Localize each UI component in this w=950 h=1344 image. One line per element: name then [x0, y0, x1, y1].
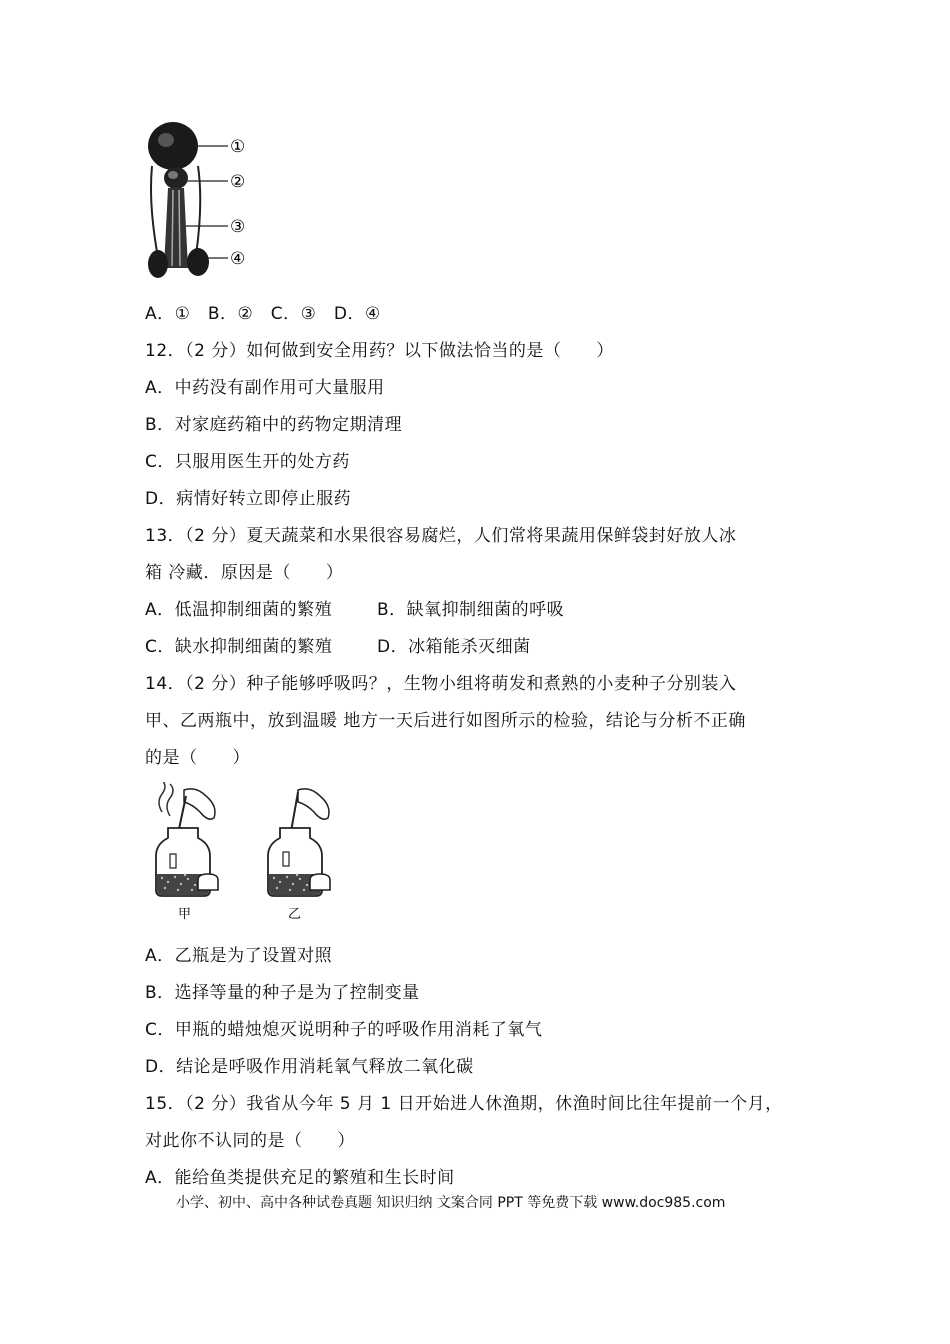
q12-option-c: C．只服用医生开的处方药 — [145, 452, 350, 472]
q14-option-d: D．结论是呼吸作用消耗氧气释放二氧化碳 — [145, 1057, 474, 1077]
q14-option-c: C．甲瓶的蜡烛熄灭说明种子的呼吸作用消耗了氧气 — [145, 1020, 543, 1040]
q14-stem-line-2: 甲、乙两瓶中，放到温暖 地方一天后进行如图所示的检验，结论与分析不正确 — [145, 711, 746, 731]
organ-label-4: ④ — [230, 249, 246, 269]
q13-option-b: B．缺氧抑制细菌的呼吸 — [377, 600, 565, 620]
q15-option-a: A．能给鱼类提供充足的繁殖和生长时间 — [145, 1168, 455, 1188]
organ-diagram-figure — [140, 118, 250, 280]
q15-stem-line-1: 15．（2 分）我省从今年 5 月 1 日开始进人休渔期，休渔时间比往年提前一个月， — [145, 1094, 783, 1114]
jar-yi-label: 乙 — [288, 907, 302, 922]
q14-option-b: B．选择等量的种子是为了控制变量 — [145, 983, 420, 1003]
organ-label-1: ① — [230, 137, 246, 157]
q15-stem-line-2: 对此你不认同的是（ ） — [145, 1131, 355, 1151]
q13-option-a: A．低温抑制细菌的繁殖 — [145, 600, 333, 620]
jar-jia-label: 甲 — [178, 907, 192, 922]
q13-option-d: D．冰箱能杀灭细菌 — [377, 637, 531, 657]
jar-yi — [268, 789, 330, 896]
q13-options-row-2 — [145, 636, 531, 658]
q11-options: A．① B．② C．③ D．④ — [145, 304, 381, 324]
organ-label-3: ③ — [230, 217, 246, 237]
page-footer: 小学、初中、高中各种试卷真题 知识归纳 文案合同 PPT 等免费下载 www.doc985.com — [176, 1195, 726, 1211]
organ-part-4 — [148, 250, 168, 278]
q13-stem-line-1: 13．（2 分）夏天蔬菜和水果很容易腐烂，人们常将果蔬用保鲜袋封好放人冰 — [145, 526, 737, 546]
q14-option-a: A．乙瓶是为了设置对照 — [145, 946, 333, 966]
organ-part-1 — [148, 122, 198, 170]
q12-option-b: B．对家庭药箱中的药物定期清理 — [145, 415, 403, 435]
organ-part-3 — [164, 188, 188, 268]
q14-stem-line-1: 14．（2 分）种子能够呼吸吗？，生物小组将萌发和煮熟的小麦种子分别装入 — [145, 674, 737, 694]
organ-label-2: ② — [230, 172, 246, 192]
q12-option-d: D．病情好转立即停止服药 — [145, 489, 352, 509]
jar-jia — [156, 782, 218, 896]
q13-stem-line-2: 箱 冷藏．原因是（ ） — [145, 563, 344, 583]
q13-option-c: C．缺水抑制细菌的繁殖 — [145, 637, 333, 657]
q12-stem: 12．（2 分）如何做到安全用药？以下做法恰当的是（ ） — [145, 341, 614, 361]
q13-options-row-1 — [145, 599, 565, 621]
q14-stem-line-3: 的是（ ） — [145, 748, 250, 768]
seed-jar-experiment-figure — [148, 782, 348, 927]
q12-option-a: A．中药没有副作用可大量服用 — [145, 378, 385, 398]
